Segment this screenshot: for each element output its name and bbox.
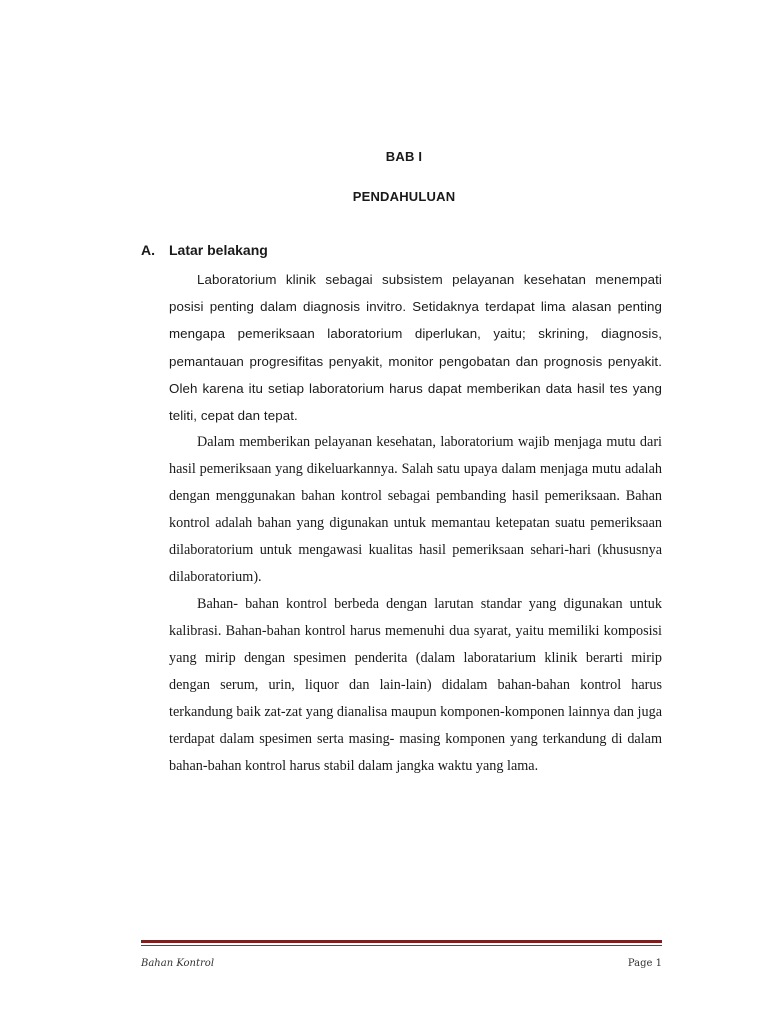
footer-rule-thick bbox=[141, 940, 662, 943]
paragraph-3: Bahan- bahan kontrol berbeda dengan larutan standar yang digunakan untuk kalibrasi. Bahan-bahan kontrol harus memenuhi dua syarat, yaitu memiliki komposisi yang mirip dengan spesimen penderita (dalam laboratarium klinik berarti mirip dengan serum, urin, liquor dan lain-lain) didalam bahan-bahan kontrol harus terkandung baik zat-zat yang dianalisa maupun komponen-komponen lainnya dan juga terdapat dalam spesimen serta masing- masing komponen yang terkandung di dalam bahan-bahan kontrol harus stabil dalam jangka waktu yang lama. bbox=[169, 596, 662, 774]
section-title: Latar belakang bbox=[169, 242, 268, 258]
footer-page-number: Page 1 bbox=[627, 958, 662, 969]
section-heading bbox=[141, 242, 268, 258]
chapter-title: PENDAHULUAN bbox=[352, 189, 456, 204]
footer-rule-thin bbox=[141, 945, 662, 946]
section-number: A. bbox=[141, 242, 155, 258]
paragraph-1: Laboratorium klinik sebagai subsistem pelayanan kesehatan menempati posisi penting dalam diagnosis invitro. Setidaknya terdapat lima alasan penting mengapa pemeriksaan laboratorium diperlukan, yaitu; skrining, diagnosis, pemantauan progresifitas penyakit, monitor pengobatan dan prognosis penyakit. Oleh karena itu setiap laboratorium harus dapat memberikan data hasil tes yang teliti, cepat dan tepat. bbox=[169, 272, 662, 424]
footer-document-title: Bahan Kontrol bbox=[141, 958, 215, 969]
chapter-label: BAB I bbox=[385, 149, 423, 164]
paragraph-2: Dalam memberikan pelayanan kesehatan, laboratorium wajib menjaga mutu dari hasil pemeriksaan yang dikeluarkannya. Salah satu upaya dalam menjaga mutu adalah dengan menggunakan bahan kontrol sebagai pembanding hasil pemeriksaan. Bahan kontrol adalah bahan yang digunakan untuk memantau ketepatan suatu pemeriksaan dilaboratorium untuk mengawasi kualitas hasil pemeriksaan sehari-hari (khususnya dilaboratorium). bbox=[169, 434, 662, 585]
